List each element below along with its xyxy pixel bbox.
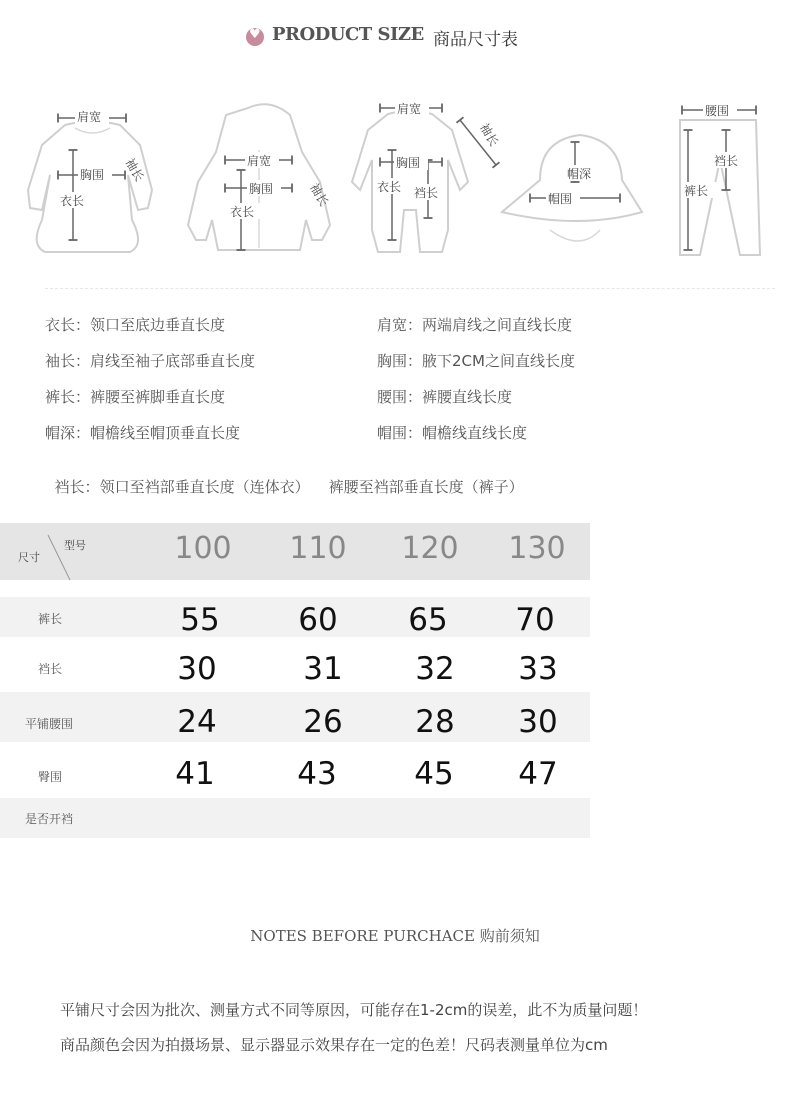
definition-label: 裤长： <box>45 388 91 406</box>
definition-text: 肩线至袖子底部垂直长度 <box>90 352 256 370</box>
table-cell: 30 <box>177 651 217 687</box>
definition-chest <box>377 350 575 371</box>
jacket-sleeve-label: 袖长 <box>307 180 332 209</box>
definition-waist <box>377 386 512 407</box>
table-cell: 47 <box>518 756 558 792</box>
definition-label: 帽深： <box>45 424 91 442</box>
row-band <box>0 798 590 838</box>
definition-shoulder <box>377 314 572 335</box>
jacket-illustration <box>188 104 332 250</box>
romper-shoulder-label: 肩宽 <box>397 102 422 116</box>
definition-length <box>45 314 225 335</box>
page-header <box>0 20 790 54</box>
definition-sleeve <box>45 350 255 371</box>
definition-label: 腰围： <box>377 388 423 406</box>
section-divider <box>45 288 775 289</box>
romper-crotch-label: 裆长 <box>414 186 439 200</box>
definition-hat-circumference <box>377 422 527 443</box>
definition-text: 裤腰直线长度 <box>422 388 513 406</box>
hat-depth-label: 帽深 <box>567 167 592 181</box>
row-label-flat-waist: 平铺腰围 <box>25 717 74 731</box>
row-label-pants-length: 裤长 <box>38 612 63 626</box>
definition-text: 领口至底边垂直长度 <box>90 316 226 334</box>
dress-illustration <box>28 108 152 252</box>
definition-hat-depth <box>45 422 240 443</box>
title-chinese: 商品尺寸表 <box>433 30 518 50</box>
definition-crotch <box>45 458 524 497</box>
definition-text: 腋下2CM之间直线长度 <box>422 352 575 370</box>
measurement-illustrations <box>20 90 770 275</box>
definition-label: 帽围： <box>377 424 423 442</box>
table-cell: 32 <box>415 651 455 687</box>
size-column-130: 130 <box>508 531 566 566</box>
table-cell: 70 <box>515 602 555 638</box>
jacket-shoulder-label: 肩宽 <box>247 154 272 168</box>
dress-chest-label: 胸围 <box>80 168 105 182</box>
definition-label: 肩宽： <box>377 316 423 334</box>
romper-length-label: 衣长 <box>377 180 402 194</box>
table-cell: 26 <box>303 704 343 740</box>
definition-label: 衣长： <box>45 316 91 334</box>
corner-model-label: 型号 <box>64 539 86 552</box>
pants-waist-label: 腰围 <box>705 104 730 118</box>
definition-text: 两端肩线之间直线长度 <box>422 316 573 334</box>
definition-text: 帽檐线直线长度 <box>422 424 528 442</box>
pants-crotch-label: 裆长 <box>714 154 739 168</box>
pants-illustration <box>680 102 760 255</box>
table-cell: 60 <box>298 602 338 638</box>
table-cell: 31 <box>303 651 343 687</box>
heart-icon <box>246 28 264 46</box>
definition-label: 胸围： <box>377 352 423 370</box>
notes-title: NOTES BEFORE PURCHACE 购前须知 <box>250 927 540 945</box>
romper-illustration <box>352 100 502 252</box>
hat-illustration <box>502 135 642 241</box>
dress-sleeve-label: 袖长 <box>122 155 147 184</box>
hat-circumference-label: 帽围 <box>548 192 573 206</box>
definition-text: 裤腰至裤脚垂直长度 <box>90 388 226 406</box>
table-cell: 43 <box>297 756 337 792</box>
pants-length-label: 裤长 <box>684 184 709 198</box>
table-cell: 28 <box>415 704 455 740</box>
definition-label: 裆长： <box>54 478 100 496</box>
table-cell: 41 <box>175 756 215 792</box>
corner-size-label: 尺寸 <box>18 551 40 564</box>
table-cell: 65 <box>408 602 448 638</box>
row-label-open-crotch: 是否开裆 <box>25 812 74 826</box>
romper-sleeve-label: 袖长 <box>477 120 502 149</box>
size-column-110: 110 <box>289 531 347 566</box>
title-english: PRODUCT SIZE <box>272 24 424 45</box>
definition-text: 帽檐线至帽顶垂直长度 <box>90 424 241 442</box>
table-cell: 24 <box>177 704 217 740</box>
row-label-crotch: 裆长 <box>38 662 63 676</box>
note-line: 商品颜色会因为拍摄场景、显示器显示效果存在一定的色差！尺码表测量单位为cm <box>60 1036 608 1054</box>
table-cell: 33 <box>518 651 558 687</box>
definition-text: 领口至裆部垂直长度（连体衣） 裤腰至裆部垂直长度（裤子） <box>99 478 524 496</box>
table-cell: 45 <box>414 756 454 792</box>
romper-chest-label: 胸围 <box>396 156 421 170</box>
size-column-120: 120 <box>401 531 459 566</box>
note-line: 平铺尺寸会因为批次、测量方式不同等原因，可能存在1-2cm的误差，此不为质量问题！ <box>60 1001 648 1019</box>
table-cell: 30 <box>518 704 558 740</box>
definition-label: 袖长： <box>45 352 91 370</box>
dress-shoulder-label: 肩宽 <box>77 110 102 124</box>
size-column-100: 100 <box>174 531 232 566</box>
jacket-length-label: 衣长 <box>230 205 255 219</box>
row-label-hip: 臀围 <box>38 770 63 784</box>
jacket-chest-label: 胸围 <box>249 182 274 196</box>
dress-length-label: 衣长 <box>60 194 85 208</box>
table-cell: 55 <box>180 602 220 638</box>
definition-pants-length <box>45 386 225 407</box>
